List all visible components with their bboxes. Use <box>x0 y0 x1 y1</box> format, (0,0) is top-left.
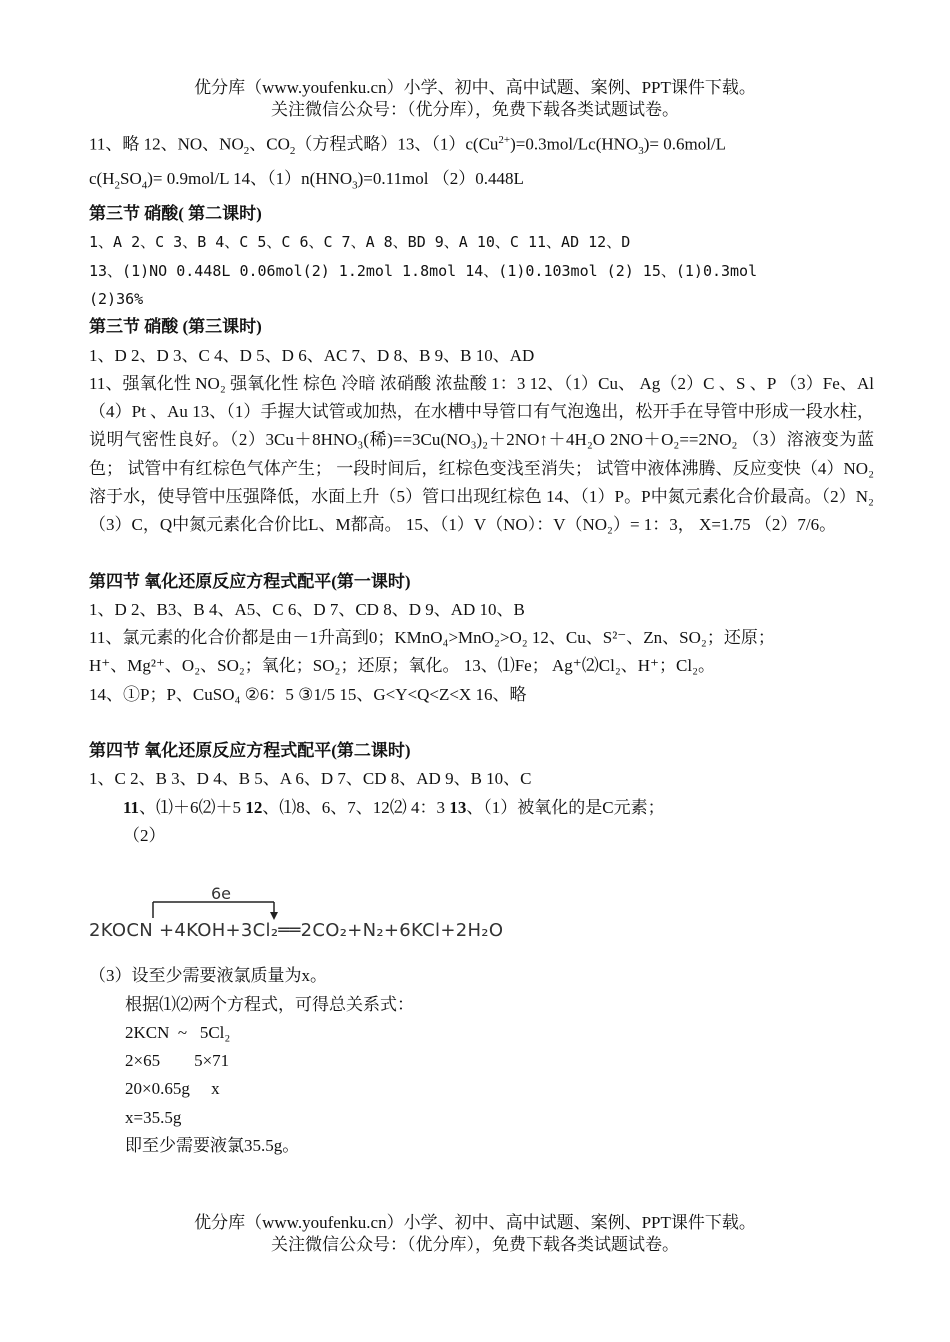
page-header <box>0 77 950 121</box>
header-line-2: 关注微信公众号：（优分库），免费下载各类试题试卷。 <box>271 100 679 119</box>
section-title-nitric-acid-2: 第三节 硝酸( 第二课时) <box>89 204 262 224</box>
sec5-step-relation: 根据⑴⑵两个方程式，可得总关系式： <box>125 994 414 1014</box>
sec4-answers-line-1: 1、D 2、B3、B 4、A5、C 6、D 7、CD 8、D 9、AD 10、B <box>89 599 525 619</box>
sec5-step-result: x=35.5g <box>125 1107 182 1127</box>
document-body <box>89 126 874 1160</box>
sec2-answers-line-3: (2)36% <box>89 289 144 308</box>
sec4-answers-line-2: 11、氯元素的化合价都是由－1升高到0；KMnO₄>MnO₂>O₂ 12、Cu、S²⁻、Zn、SO₂；还原； <box>89 628 775 648</box>
sec4-answers-line-3: H⁺、Mg²⁺、O₂、SO₂；氧化；SO₂；还原；氧化。 13、⑴Fe； Ag⁺⑵Cl₂、H⁺；Cl₂。 <box>89 656 715 676</box>
electron-transfer-arrow <box>89 882 549 922</box>
electron-count-label: 6e <box>211 884 232 904</box>
sec2-answers-line-2: 13、(1)NO 0.448L 0.06mol(2) 1.2mol 1.8mol 14、(1)0.103mol (2) 15、(1)0.3mol <box>89 261 758 280</box>
answers-top-line-2: $c(H_2SO_4)= 0.9mol/L$ 14、$(1)n(HNO_3)=0.11mol$ （2）0.448L <box>89 169 524 192</box>
section-title-redox-1: 第四节 氧化还原反应方程式配平(第一课时) <box>89 571 411 591</box>
chemical-equation: 2KOCN +4KOH+3Cl₂══2CO₂+N₂+6KCl+2H₂O <box>89 920 504 942</box>
sec4-answers-line-4: 14、①P；P、CuSO₄ ②6：5 ③1/5 15、G<Y<Q<Z<X 16、略 <box>89 684 527 704</box>
sec5-step-conclusion: 即至少需要液氯35.5g。 <box>125 1136 300 1156</box>
sec3-answers-line-1: 1、D 2、D 3、C 4、D 5、D 6、AC 7、D 8、B 9、B 10、AD <box>89 345 535 365</box>
section-title-redox-2: 第四节 氧化还原反应方程式配平(第二课时) <box>89 741 411 761</box>
sec2-answers-line-1: 1、A 2、C 3、B 4、C 5、C 6、C 7、A 8、BD 9、A 10、C 11、AD 12、D <box>89 233 631 252</box>
answers-top-line-1: 11、略 12、NO、$NO_2$、$CO_2$（方程式略）13、$(1)c(Cu^{2+})=0.3mol/Lc(HNO_3)= 0.6mol/L$ <box>89 134 727 158</box>
sec5-answers-line-1: 1、C 2、B 3、D 4、B 5、A 6、D 7、CD 8、AD 9、B 10、C <box>89 769 532 789</box>
sec5-step-formula: 2KCN ~ 5Cl₂ <box>125 1022 231 1042</box>
sec5-step-masses: 2×65 5×71 <box>125 1051 230 1071</box>
header-line-1: 优分库（www.youfenku.cn）小学、初中、高中试题、案例、PPT课件下载。 <box>194 78 756 97</box>
sec3-answers-paragraph: 11、强氧化性 NO₂ 强氧化性 棕色 冷暗 浓硝酸 浓盐酸 1：3 12、（1）Cu、 Ag（2）C 、S 、P （3）Fe、Al （4）Pt 、Au 13、（1）手握大试管或加热，在水槽中导管口有气泡逸出，松开手在导管中形成一段水柱，说明气密性良好。（2）3Cu＋8HNO₃(稀)==3Cu(NO₃)₂＋2NO↑＋4H₂O 2NO＋O₂==2NO₂ （3）溶液变为蓝色； 试管中有红棕色气体产生； 一段时间后，红棕色变浅至消失； 试管中液体沸腾、反应变快（4）NO₂溶于水，使导管中压强降低，水面上升（5）管口出现红棕色 14、（1）P。P中氮元素化合价最高。（2）N₂ （3）C，Q中氮元素化合价比L、M都高。 15、（1）V（NO）：V（NO₂）= 1：3， X=1.75 （2）7/6。 <box>89 373 874 535</box>
footer-line-2: 关注微信公众号：（优分库），免费下载各类试题试卷。 <box>271 1235 679 1254</box>
electron-transfer-equation <box>89 882 874 956</box>
sec5-step-given: 20×0.65g x <box>125 1079 220 1099</box>
sec5-step-3: （3）设至少需要液氯质量为x。 <box>89 966 327 986</box>
sec5-answers-line-2: 11、⑴＋6⑵＋5 12、⑴8、6、7、12⑵ 4：3 13、（1）被氧化的是C元素； <box>123 797 665 817</box>
section-title-nitric-acid-3: 第三节 硝酸 (第三课时) <box>89 317 262 337</box>
page-footer <box>0 1212 950 1256</box>
footer-line-1: 优分库（www.youfenku.cn）小学、初中、高中试题、案例、PPT课件下载。 <box>194 1213 756 1232</box>
sec5-answers-line-3: （2） <box>123 825 166 845</box>
